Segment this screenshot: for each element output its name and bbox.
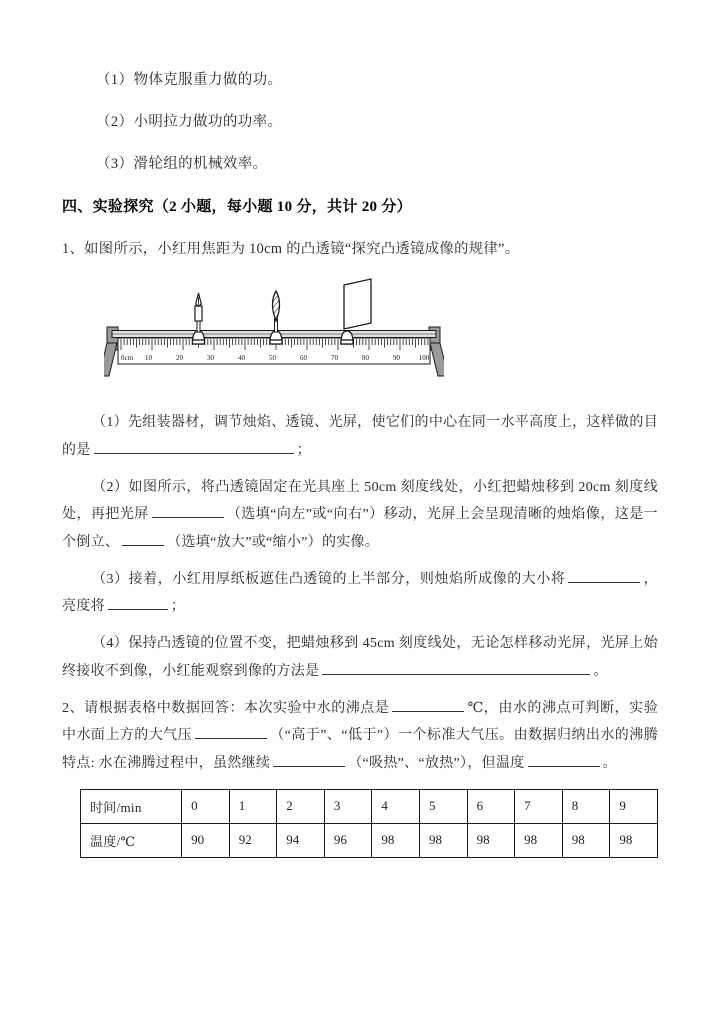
part-4-text-a: （4）保持凸透镜的位置不变，把蜡烛移到 45cm 刻度线处，无论怎样移动光屏，光屏上始终接收不到像，小红能观察到像的方法是 [62, 636, 658, 679]
temp-cell-5: 98 [420, 823, 468, 857]
part-3-blank-1[interactable] [568, 567, 640, 583]
question-1-part-2 [62, 474, 658, 556]
data-table-wrapper [80, 789, 658, 858]
temp-cell-8: 98 [562, 823, 610, 857]
time-cell-5: 5 [420, 789, 468, 823]
q2-text-c: （“高于”、“低于”）一个标准大气压。由数据归纳出水的沸腾特点: 水在沸腾过程中，虽然继续 [62, 728, 658, 771]
temp-cell-2: 94 [277, 823, 325, 857]
candle-icon [193, 293, 205, 344]
section-heading: 四、实验探究（2 小题，每小题 10 分，共计 20 分） [62, 199, 412, 216]
svg-text:80: 80 [362, 354, 369, 363]
part-3-text-c: ； [170, 599, 186, 615]
question-1-part-1 [62, 409, 658, 464]
optical-bench-figure [62, 277, 658, 387]
temp-cell-7: 98 [515, 823, 563, 857]
q2-blank-4[interactable] [528, 751, 600, 767]
question-1-part-3 [62, 566, 658, 621]
part-1-text-a: （1）先组装器材，调节烛焰、透镜、光屏，使它们的中心在同一水平高度上，这样做的目的是 [62, 415, 658, 458]
part-1-blank-1[interactable] [94, 438, 294, 454]
time-cell-0: 0 [182, 789, 230, 823]
temp-cell-3: 96 [324, 823, 372, 857]
part-3-text-a: （3）接着，小红用厚纸板遮住凸透镜的上半部分，则烛焰所成像的大小将 [92, 571, 566, 587]
q2-text-b: ℃，由水的沸点可判断，实验中水面上方的大气压 [62, 701, 659, 744]
question-1-part-4 [62, 630, 658, 685]
prev-part-1: （1）物体克服重力做的功。 [96, 72, 283, 88]
part-1-text-b: ； [296, 442, 311, 458]
row-header-temperature: 温度/℃ [81, 823, 182, 857]
svg-text:30: 30 [207, 354, 214, 363]
page-content [62, 70, 658, 858]
temp-cell-0: 90 [182, 823, 230, 857]
temp-cell-1: 92 [229, 823, 277, 857]
time-cell-2: 2 [277, 789, 325, 823]
time-cell-3: 3 [324, 789, 372, 823]
prev-part-2: （2）小明拉力做功的功率。 [96, 113, 283, 130]
optical-bench-figure-inner [104, 277, 444, 386]
svg-text:100: 100 [418, 354, 430, 363]
q2-text-e: 。 [602, 755, 617, 771]
part-4-blank-1[interactable] [322, 659, 590, 675]
temp-cell-4: 98 [372, 823, 420, 857]
q2-blank-1[interactable] [392, 696, 464, 712]
q2-text-a: 2、请根据表格中数据回答：本次实验中水的沸点是 [62, 701, 390, 717]
part-2-blank-1[interactable] [152, 503, 224, 519]
part-2-text-b: （选填“向左”或“向右”）移动，光屏上会呈现清晰的烛焰像，这是一个倒立、 [62, 507, 658, 550]
time-cell-9: 9 [610, 789, 658, 823]
svg-text:50: 50 [269, 354, 276, 363]
svg-text:40: 40 [238, 354, 245, 363]
table-row-temperature [81, 823, 658, 857]
convex-lens-icon [270, 291, 282, 344]
optical-bench-svg [104, 277, 444, 381]
time-cell-4: 4 [372, 789, 420, 823]
svg-text:70: 70 [331, 354, 338, 363]
table-row-time [81, 789, 658, 823]
temp-cell-6: 98 [467, 823, 515, 857]
part-2-text-c: （选填“放大”或“缩小”）的实像。 [167, 534, 380, 550]
part-4-text-b: 。 [593, 663, 608, 679]
temp-cell-9: 98 [610, 823, 658, 857]
prev-part-3: （3）滑轮组的机械效率。 [96, 155, 268, 172]
q2-blank-2[interactable] [195, 724, 267, 740]
part-3-blank-2[interactable] [108, 595, 168, 611]
svg-text:60: 60 [300, 354, 307, 363]
ruler-origin-label: 0cm [121, 354, 134, 363]
q2-blank-3[interactable] [273, 751, 345, 767]
svg-text:10: 10 [145, 354, 152, 363]
time-cell-8: 8 [562, 789, 610, 823]
svg-text:90: 90 [393, 354, 400, 363]
previous-question-parts [62, 70, 658, 175]
question-1-stem: 1、如图所示，小红用焦距为 10cm 的凸透镜“探究凸透镜成像的规律”。 [62, 241, 520, 258]
part-2-text-a: （2）如图所示，将凸透镜固定在光具座上 50cm 刻度线处，小红把蜡烛移到 20cm 刻度线处，再把光屏 [62, 480, 658, 523]
time-cell-1: 1 [229, 789, 277, 823]
time-cell-6: 6 [467, 789, 515, 823]
question-2 [62, 695, 658, 777]
time-cell-7: 7 [515, 789, 563, 823]
row-header-time: 时间/min [81, 789, 182, 823]
part-3-text-b: ，亮度将 [62, 571, 658, 615]
svg-text:20: 20 [176, 354, 183, 363]
q2-text-d: （“吸热”、“放热”），但温度 [348, 755, 525, 771]
part-2-blank-2[interactable] [122, 530, 164, 546]
temperature-data-table [80, 789, 658, 858]
